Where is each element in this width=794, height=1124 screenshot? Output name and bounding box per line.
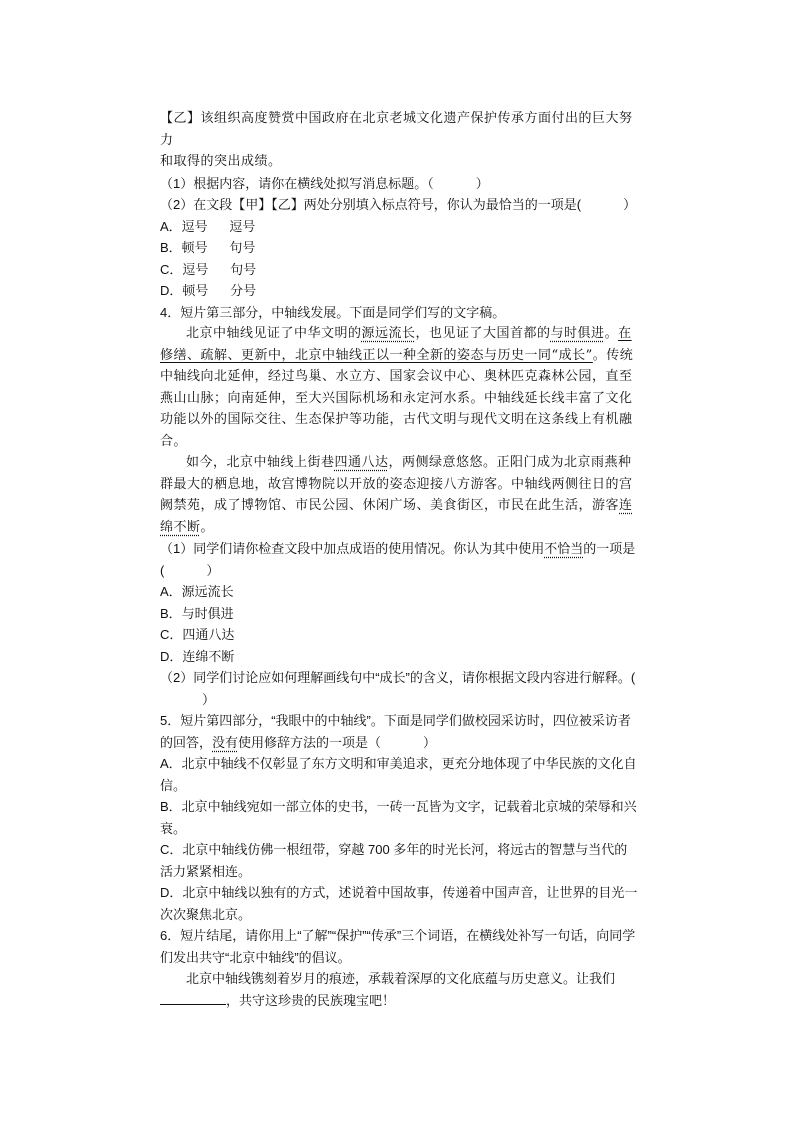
q5-option-c[interactable]: C．北京中轴线仿佛一根纽带，穿越 700 多年的时光长河，将远古的智慧与当代的活力紧紧相连。 bbox=[160, 842, 628, 879]
q3-option-d-value: 分号 bbox=[230, 283, 257, 298]
q4-sub2-close: ） bbox=[202, 691, 216, 707]
q4-p1-text-b: ，也见证了大国首都的 bbox=[415, 326, 551, 341]
yi-line-2: 和取得的突出成绩。 bbox=[160, 154, 282, 169]
q6-text-b: ，共守这珍贵的民族瑰宝吧！ bbox=[226, 992, 396, 1008]
q3-sub1-text: （1）根据内容，请你在横线处拟写消息标题。（ bbox=[160, 175, 434, 191]
q5-title-text-b: 使用修辞方法的一项是（ bbox=[238, 734, 382, 750]
q5-title bbox=[160, 710, 638, 753]
q4-sub1-close: ） bbox=[206, 562, 220, 578]
q4-p1-underlined-sentence: 在修缮、疏解、更新中，北京中轴线正以一种全新的姿态与历史一同“成长” bbox=[160, 326, 632, 363]
q4-p1-text-d: 。传统中轴线向北延伸，经过鸟巢、水立方、国家会议中心、奥林匹克森林公园，直至燕山山脉；向南延伸，至大兴国际机场和永定河水系。中轴线延长线丰富了文化功能以外的国际交往、生态保护等功能，古代文明与现代文明在这条线上有机融合。 bbox=[160, 347, 634, 449]
q3-option-a-label: A．逗号 bbox=[160, 218, 208, 234]
q4-sub1-text: （1）同学们请你检查文段中加点成语的使用情况。你认为其中使用 bbox=[160, 541, 545, 556]
yi-line-1: 【乙】该组织高度赞赏中国政府在北京老城文化遗产保护传承方面付出的巨大努力 bbox=[160, 111, 633, 148]
q3-sub2-close: ） bbox=[623, 197, 637, 212]
q4-p2-idiom-2: 连绵不断 bbox=[160, 498, 633, 535]
yi-paragraph bbox=[160, 108, 638, 173]
q4-passage-paragraph-1 bbox=[160, 323, 638, 452]
q5-title-emphasis: 没有 bbox=[212, 734, 239, 750]
q3-option-c[interactable] bbox=[160, 259, 638, 281]
worksheet-page bbox=[160, 108, 638, 1011]
q4-p2-idiom-1: 四通八达 bbox=[334, 455, 389, 470]
q4-p1-text-c: 。 bbox=[604, 326, 619, 341]
q4-p2-text-c: 。 bbox=[200, 519, 215, 535]
q4-p1-idiom-1: 源远流长 bbox=[361, 326, 416, 341]
q3-option-c-label: C．逗号 bbox=[160, 261, 209, 277]
q5-option-b[interactable]: B．北京中轴线宛如一部立体的史书，一砖一瓦皆为文字，记载着北京城的荣辱和兴衰。 bbox=[160, 799, 637, 836]
q4-option-a[interactable]: A．源远流长 bbox=[160, 584, 234, 599]
q3-option-a-value: 逗号 bbox=[229, 218, 256, 234]
q3-sub2 bbox=[160, 194, 638, 216]
q4-p1-idiom-2: 与时俱进 bbox=[550, 326, 605, 341]
q6-text-a: 北京中轴线镌刻着岁月的痕迹，承载着深厚的文化底蕴与历史意义。让我们 bbox=[186, 971, 616, 986]
q3-option-b-label: B．顿号 bbox=[160, 240, 208, 255]
q3-option-b[interactable] bbox=[160, 237, 638, 259]
q3-option-a[interactable] bbox=[160, 216, 638, 238]
q3-option-b-value: 句号 bbox=[229, 240, 256, 255]
q5-option-a[interactable]: A．北京中轴线不仅彰显了东方文明和审美追求，更充分地体现了中华民族的文化自信。 bbox=[160, 756, 637, 793]
q6-title: 6．短片结尾，请你用上“了解”“保护”“传承”三个词语，在横线处补写一句话，向同学们发出共守“北京中轴线”的倡议。 bbox=[160, 928, 636, 965]
q4-passage-paragraph-2 bbox=[160, 452, 638, 538]
q6-fill-in-line[interactable] bbox=[160, 990, 226, 1005]
q6-paragraph bbox=[160, 968, 638, 1011]
q3-option-c-value: 句号 bbox=[230, 261, 257, 277]
q4-p1-text-a: 北京中轴线见证了中华文明的 bbox=[186, 326, 362, 341]
q4-sub2 bbox=[160, 667, 638, 710]
q4-sub1-text-b: 的一项是( bbox=[160, 541, 636, 578]
q4-option-c[interactable]: C．四通八达 bbox=[160, 627, 235, 642]
q4-option-b[interactable]: B．与时俱进 bbox=[160, 605, 234, 621]
q3-sub2-text: （2）在文段【甲】【乙】两处分别填入标点符号，你认为最恰当的一项是( bbox=[160, 197, 582, 212]
q4-p2-text-b: ，两侧绿意悠悠。正阳门成为北京雨燕种群最大的栖息地，故宫博物院以开放的姿态迎接八方游客。中轴线两侧往日的宫阙禁苑，成了博物馆、市民公园、休闲广场、美食街区，市民在此生活，游客 bbox=[160, 455, 633, 513]
q4-sub2-text: （2）同学们讨论应如何理解画线句中“成长”的含义，请你根据文段内容进行解释。( bbox=[160, 670, 636, 685]
q4-sub1-emphasis: 不恰当 bbox=[544, 541, 584, 556]
q4-option-d[interactable]: D．连绵不断 bbox=[160, 648, 235, 664]
q4-p2-text-a: 如今，北京中轴线上街巷 bbox=[186, 455, 335, 470]
q5-option-d[interactable]: D．北京中轴线以独有的方式，述说着中国故事，传递着中国声音，让世界的目光一次次聚焦北京。 bbox=[160, 885, 638, 922]
q3-sub1 bbox=[160, 173, 638, 195]
q4-sub1 bbox=[160, 538, 638, 581]
q4-title: 4．短片第三部分，中轴线发展。下面是同学们写的文字稿。 bbox=[160, 304, 506, 320]
q3-option-d[interactable] bbox=[160, 280, 638, 302]
q5-title-text: 5．短片第四部分，“我眼中的中轴线”。下面是同学们做校园采访时，四位被采访者的回答， bbox=[160, 713, 631, 750]
q5-title-close: ） bbox=[423, 734, 437, 750]
q3-option-d-label: D．顿号 bbox=[160, 283, 209, 298]
q3-sub1-close: ） bbox=[475, 175, 489, 191]
